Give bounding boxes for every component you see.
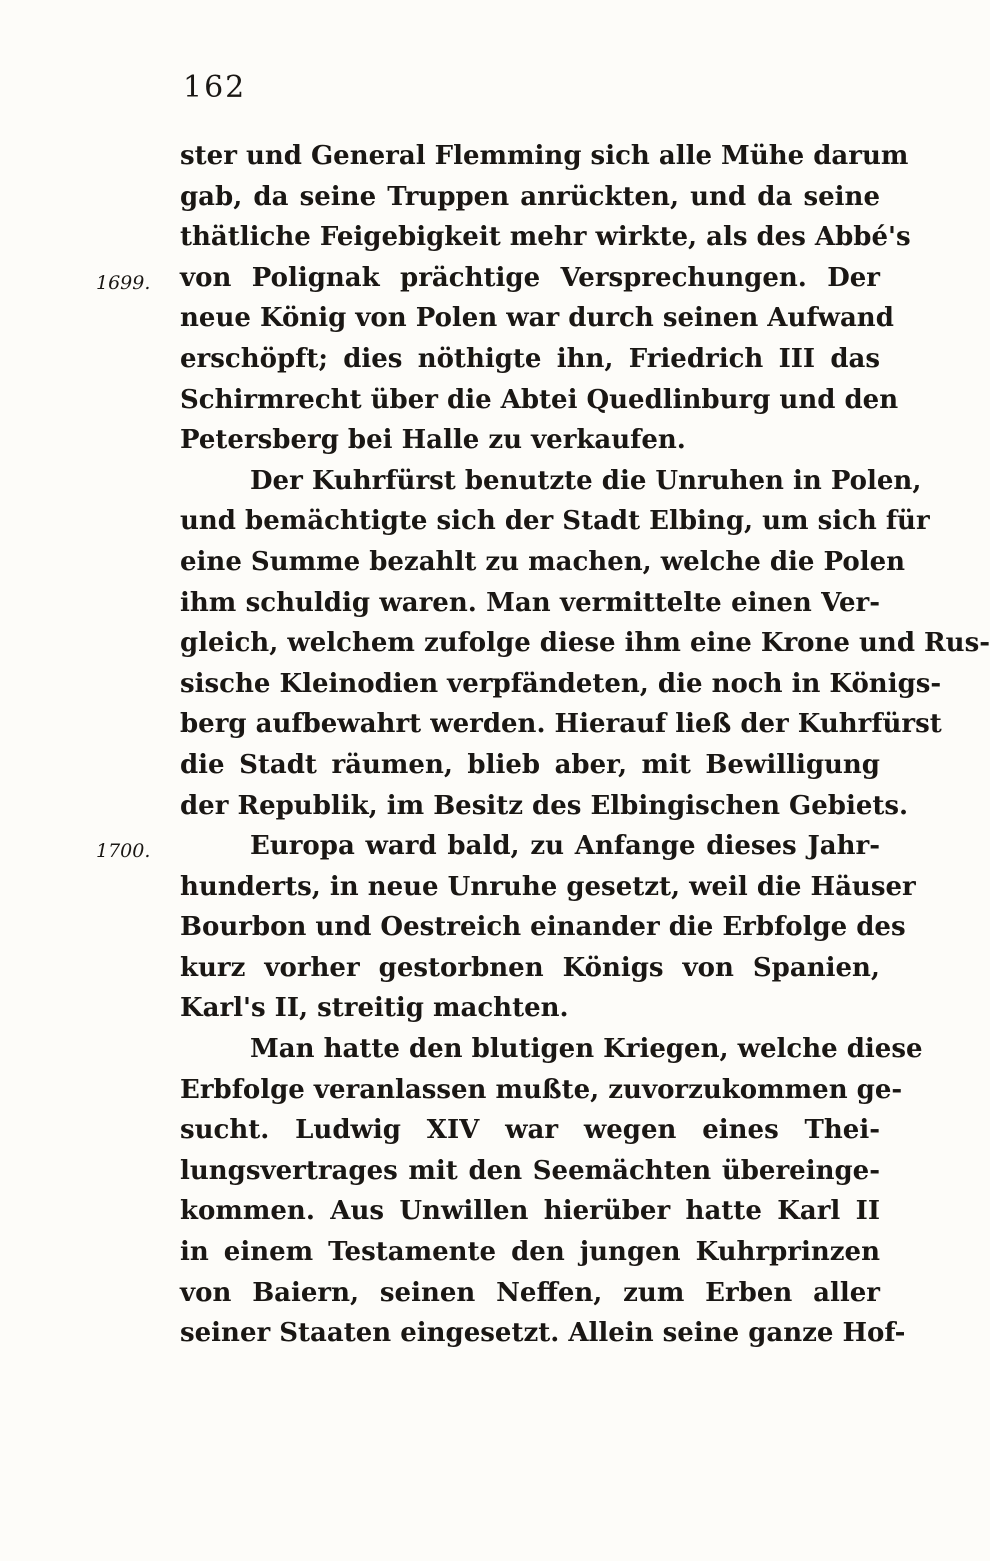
text-line: die Stadt räumen, blieb aber, mit Bewilligung: [180, 749, 880, 780]
paragraph-start-line: Der Kuhrfürst benutzte die Unruhen in Polen,: [250, 465, 922, 496]
text-line: und bemächtigte sich der Stadt Elbing, um sich für: [180, 506, 930, 537]
text-line: Erbfolge veranlassen mußte, zuvorzukommen ge-: [180, 1074, 903, 1105]
text-line: kurz vorher gestorbnen Königs von Spanien,: [180, 952, 880, 983]
text-line: thätliche Feigebigkeit mehr wirkte, als des Abbé's: [180, 222, 911, 253]
text-line: der Republik, im Besitz des Elbingischen Gebiets.: [180, 790, 909, 821]
text-line: sucht. Ludwig XIV war wegen eines Thei-: [180, 1115, 880, 1146]
text-line: gleich, welchem zufolge diese ihm eine Krone und Rus-: [180, 628, 990, 659]
text-line: lungsvertrages mit den Seemächten übereinge-: [180, 1155, 880, 1186]
body-text: [180, 136, 990, 1354]
page-number: 162: [183, 70, 247, 105]
text-line: eine Summe bezahlt zu machen, welche die Polen: [180, 546, 906, 577]
text-line: hunderts, in neue Unruhe gesetzt, weil die Häuser: [180, 871, 916, 902]
text-line: ster und General Flemming sich alle Mühe darum: [180, 141, 909, 171]
text-line: seiner Staaten eingesetzt. Allein seine ganze Hof-: [180, 1318, 906, 1349]
text-line: neue König von Polen war durch seinen Aufwand: [180, 303, 894, 334]
text-line: sische Kleinodien verpfändeten, die noch in Königs-: [180, 668, 942, 699]
text-line: Petersberg bei Halle zu verkaufen.: [180, 425, 686, 456]
text-line: Bourbon und Oestreich einander die Erbfolge des: [180, 912, 906, 943]
paragraph-start-line: Europa ward bald, zu Anfange dieses Jahr-: [250, 831, 880, 862]
paragraph-start-line: Man hatte den blutigen Kriegen, welche diese: [250, 1034, 923, 1065]
text-line: in einem Testamente den jungen Kuhrprinzen: [180, 1237, 880, 1268]
text-line: berg aufbewahrt werden. Hierauf ließ der Kuhrfürst: [180, 709, 942, 740]
text-line: kommen. Aus Unwillen hierüber hatte Karl II: [180, 1196, 880, 1227]
text-line: erschöpft; dies nöthigte ihn, Friedrich III das: [180, 343, 880, 374]
text-line: von Polignak prächtige Versprechungen. Der: [180, 262, 880, 293]
margin-note-year-1700: 1700.: [96, 840, 151, 862]
text-line: gab, da seine Truppen anrückten, und da seine: [180, 181, 880, 212]
margin-note-year-1699: 1699.: [96, 272, 151, 294]
text-line: ihm schuldig waren. Man vermittelte einen Ver-: [180, 587, 880, 618]
text-line: Schirmrecht über die Abtei Quedlinburg und den: [180, 384, 899, 415]
text-line: von Baiern, seinen Neffen, zum Erben aller: [180, 1277, 880, 1308]
text-line: Karl's II, streitig machten.: [180, 993, 569, 1024]
